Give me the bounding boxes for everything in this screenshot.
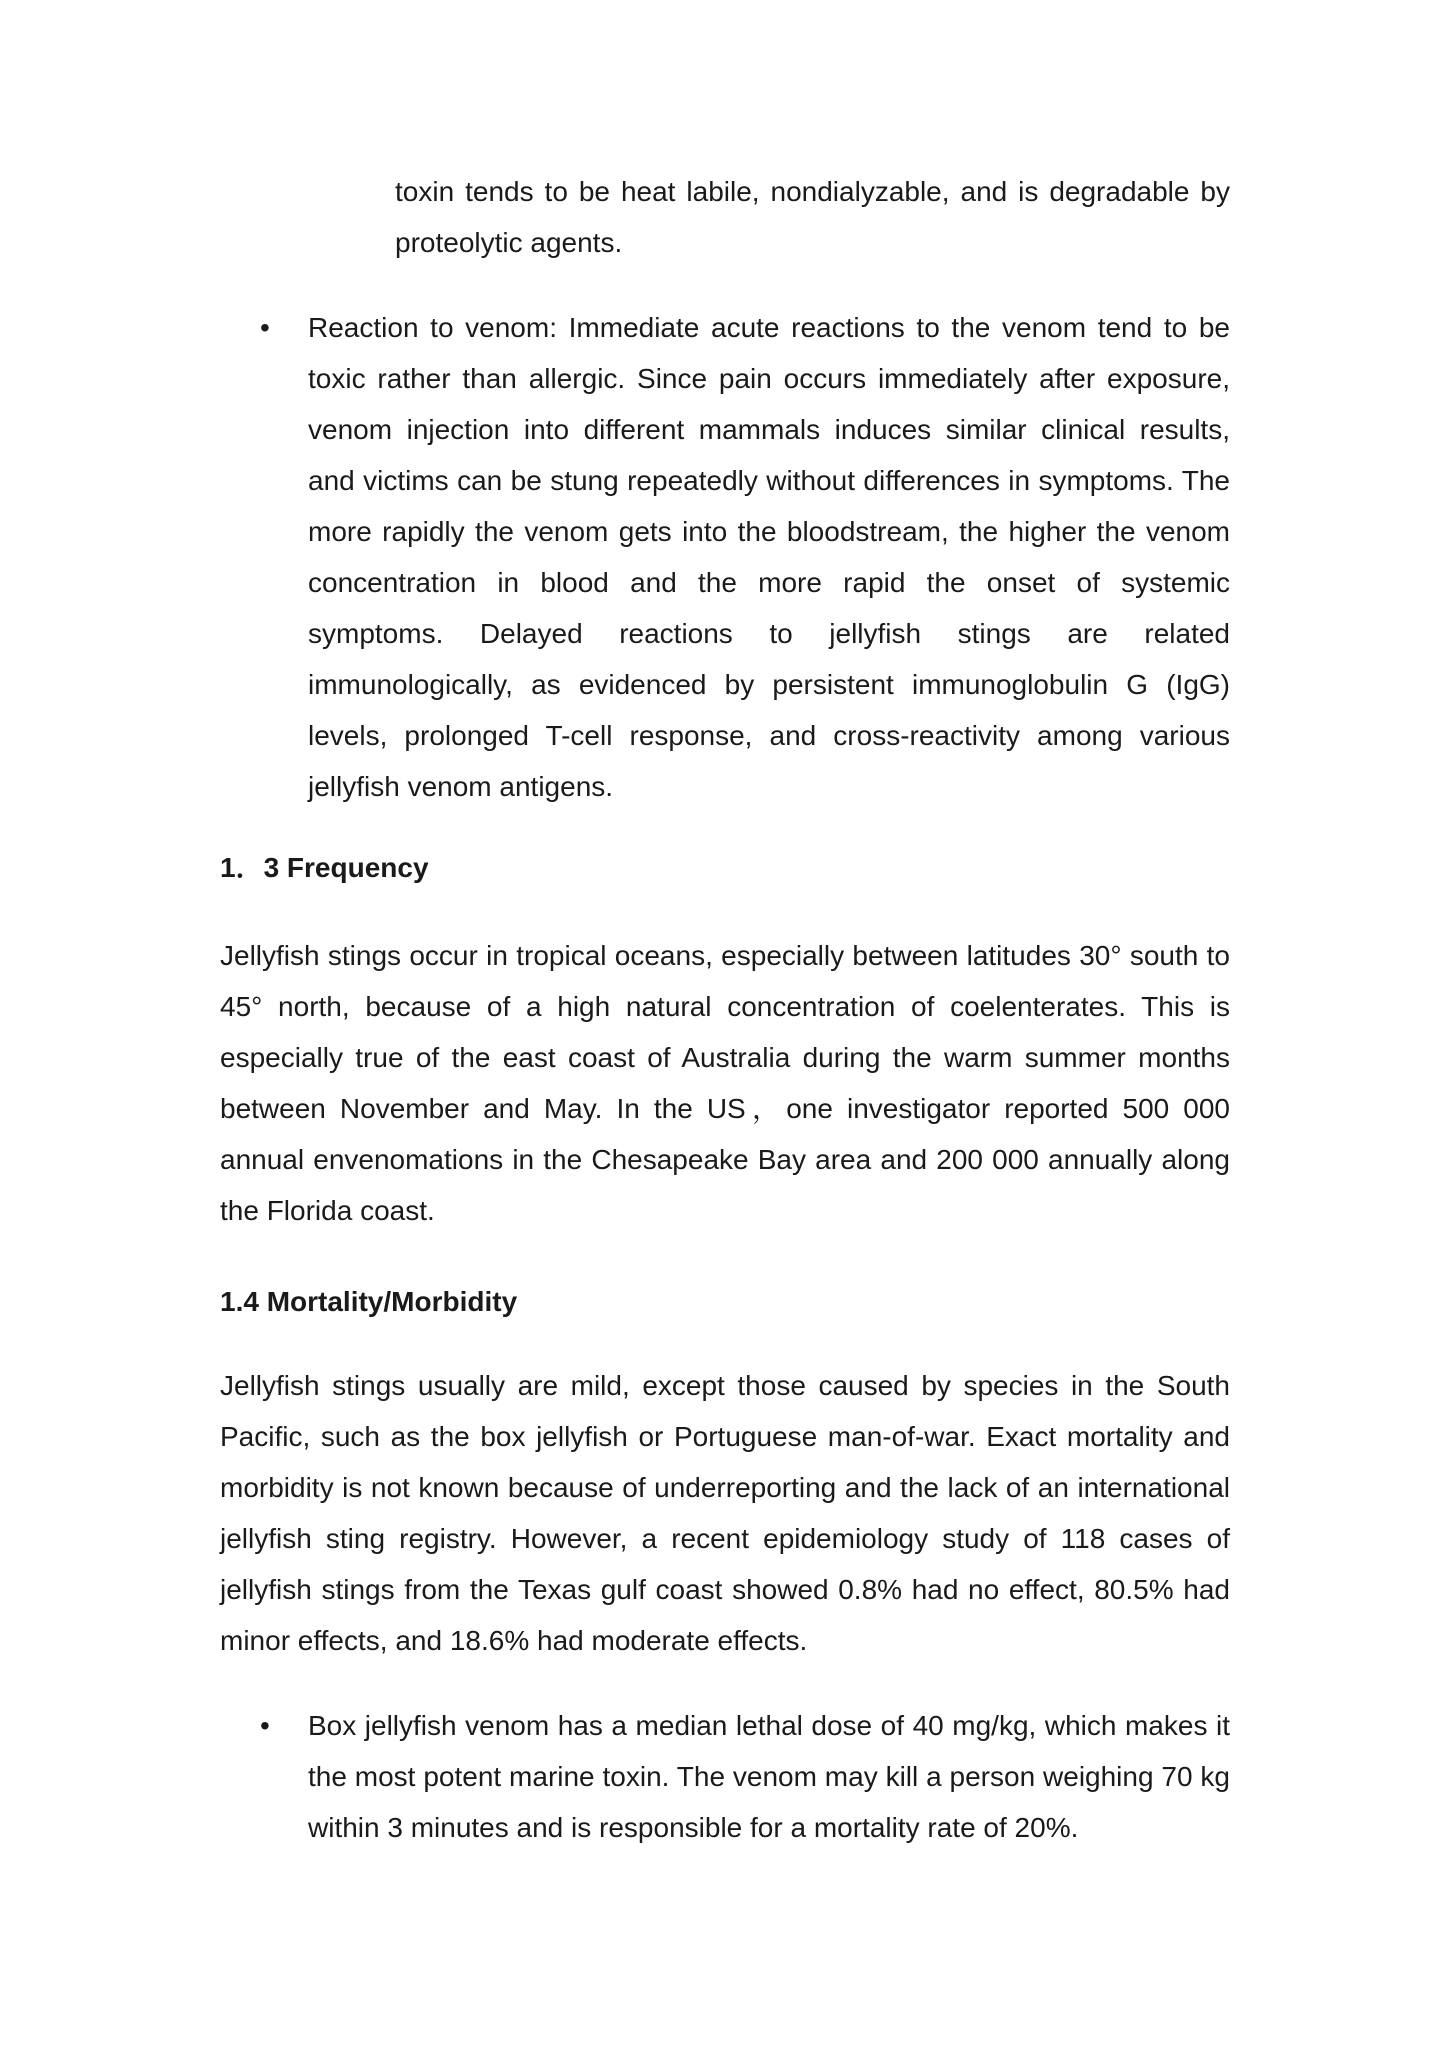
bullet-text-reaction: Reaction to venom: Immediate acute reactions to the venom tend to be toxic rather than allergic. Since pain occurs immediately after exposure, venom injection into different mammals induces similar clinical results, and victims can be stung repeatedly without differences in symptoms. The more rapidly the venom gets into the bloodstream, the higher the venom concentration in blood and the more rapid the onset of systemic symptoms. Delayed reactions to jellyfish stings are related immunologically, as evidenced by persistent immunoglobulin G (IgG) levels, prolonged T-cell response, and cross-reactivity among various jellyfish venom antigens. [308,312,1230,802]
bullet-text-box-jellyfish: Box jellyfish venom has a median lethal dose of 40 mg/kg, which makes it the most potent marine toxin. The venom may kill a person weighing 70 kg within 3 minutes and is responsible for a mortality rate of 20%. [308,1710,1230,1843]
paragraph-frequency: Jellyfish stings occur in tropical oceans, especially between latitudes 30° south to 45° north, because of a high natural concentration of coelenterates. This is especially true of the east coast of Australia during the warm summer months between November and May. In the US，one investigator reported 500 000 annual envenomations in the Chesapeake Bay area and 200 000 annually along the Florida coast. [220,940,1230,1226]
paragraph-mortality: Jellyfish stings usually are mild, except those caused by species in the South Pacific, such as the box jellyfish or Portuguese man-of-war. Exact mortality and morbidity is not known because of underreporting and the lack of an international jellyfish sting registry. However, a recent epidemiology study of 118 cases of jellyfish stings from the Texas gulf coast showed 0.8% had no effect, 80.5% had minor effects, and 18.6% had moderate effects. [220,1370,1230,1656]
bullet-icon: • [260,1710,270,1741]
bullet-icon: • [260,312,270,343]
section-heading-mortality: 1.4 Mortality/Morbidity [220,1286,518,1317]
section-heading-frequency: 1．3 Frequency [220,852,429,883]
continuation-paragraph: toxin tends to be heat labile, nondialyzable, and is degradable by proteolytic agents. [395,176,1230,258]
